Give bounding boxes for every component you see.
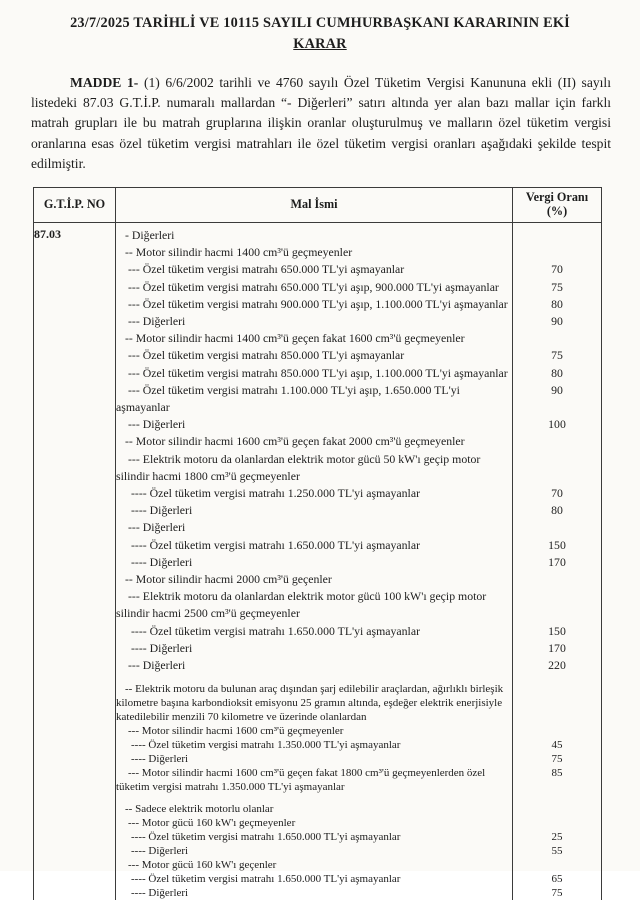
title-line-1: 23/7/2025 TARİHLİ VE 10115 SAYILI CUMHURBAŞKANI KARARININ EKİ (70, 15, 570, 31)
mal-ismi-cell: --- Elektrik motoru da olanlardan elektrik motor gücü 50 kW'ı geçip motor silindir hacmi 1800 cm³'ü geçmeyenler (116, 451, 513, 485)
table-body (34, 223, 602, 900)
table-row (34, 724, 602, 738)
table-row (34, 502, 602, 519)
gtip-cell (34, 279, 116, 296)
gtip-cell (34, 485, 116, 502)
vergi-orani-cell: 75 (513, 886, 602, 900)
table-row (34, 640, 602, 657)
mal-ismi-cell: -- Motor silindir hacmi 2000 cm³'ü geçenler (116, 571, 513, 588)
mal-ismi-cell: --- Özel tüketim vergisi matrahı 650.000 TL'yi aşıp, 900.000 TL'yi aşmayanlar (116, 279, 513, 296)
table-row (34, 485, 602, 502)
table-row (34, 223, 602, 245)
mal-ismi-cell: -- Elektrik motoru da bulunan araç dışından şarj edilebilir araçlardan, ağırlıklı birleşik kilometre başına karbondioksit emisyonu 25 gramın altında, eşdeğer elektrik enerjisiyle katedilebilir menzili 70 kilometre ve üzerinde olanlardan (116, 674, 513, 724)
vergi-orani-cell (513, 674, 602, 724)
vergi-orani-cell: 85 (513, 766, 602, 794)
table-row (34, 554, 602, 571)
mal-ismi-cell: --- Diğerleri (116, 657, 513, 674)
gtip-cell (34, 347, 116, 364)
table-row (34, 279, 602, 296)
vergi-orani-cell: 170 (513, 554, 602, 571)
gtip-cell (34, 640, 116, 657)
gtip-cell (34, 674, 116, 724)
mal-ismi-cell: ---- Özel tüketim vergisi matrahı 1.350.000 TL'yi aşmayanlar (116, 738, 513, 752)
table-row (34, 365, 602, 382)
header-mal-ismi: Mal İsmi (116, 188, 513, 223)
table-row (34, 752, 602, 766)
vergi-orani-cell: 75 (513, 279, 602, 296)
table-row (34, 794, 602, 816)
gtip-cell (34, 244, 116, 261)
table-row (34, 313, 602, 330)
mal-ismi-cell: ---- Diğerleri (116, 886, 513, 900)
table-row (34, 886, 602, 900)
table-row (34, 433, 602, 450)
mal-ismi-cell: --- Diğerleri (116, 313, 513, 330)
mal-ismi-cell: -- Sadece elektrik motorlu olanlar (116, 794, 513, 816)
table-row (34, 537, 602, 554)
gtip-cell (34, 794, 116, 816)
vergi-orani-cell: 150 (513, 537, 602, 554)
table-row (34, 261, 602, 278)
mal-ismi-cell: ---- Diğerleri (116, 640, 513, 657)
mal-ismi-cell: --- Motor gücü 160 kW'ı geçenler (116, 858, 513, 872)
vergi-orani-cell: 80 (513, 502, 602, 519)
gtip-cell (34, 296, 116, 313)
vergi-orani-cell: 55 (513, 844, 602, 858)
gtip-cell (34, 657, 116, 674)
mal-ismi-cell: --- Özel tüketim vergisi matrahı 1.100.000 TL'yi aşıp, 1.650.000 TL'yi aşmayanlar (116, 382, 513, 416)
vergi-orani-cell: 220 (513, 657, 602, 674)
table-row (34, 816, 602, 830)
gtip-cell (34, 738, 116, 752)
mal-ismi-cell: -- Motor silindir hacmi 1400 cm³'ü geçmeyenler (116, 244, 513, 261)
mal-ismi-cell: --- Elektrik motoru da olanlardan elektrik motor gücü 100 kW'ı geçip motor silindir hacmi 2500 cm³'ü geçmeyenler (116, 588, 513, 622)
mal-ismi-cell: -- Motor silindir hacmi 1400 cm³'ü geçen fakat 1600 cm³'ü geçmeyenler (116, 330, 513, 347)
gtip-cell (34, 502, 116, 519)
gtip-cell (34, 313, 116, 330)
table-row (34, 623, 602, 640)
gtip-cell (34, 382, 116, 416)
gtip-cell (34, 451, 116, 485)
table-row (34, 519, 602, 536)
mal-ismi-cell: ---- Diğerleri (116, 844, 513, 858)
gtip-cell (34, 623, 116, 640)
vergi-orani-cell: 80 (513, 296, 602, 313)
gtip-cell (34, 724, 116, 738)
mal-ismi-cell: -- Motor silindir hacmi 1600 cm³'ü geçen fakat 2000 cm³'ü geçmeyenler (116, 433, 513, 450)
gtip-cell: 87.03 (34, 223, 116, 245)
vergi-orani-cell (513, 433, 602, 450)
vergi-orani-cell: 80 (513, 365, 602, 382)
vergi-orani-cell: 150 (513, 623, 602, 640)
vergi-orani-cell (513, 794, 602, 816)
mal-ismi-cell: ---- Özel tüketim vergisi matrahı 1.650.000 TL'yi aşmayanlar (116, 537, 513, 554)
gtip-cell (34, 752, 116, 766)
gtip-cell (34, 416, 116, 433)
vergi-orani-cell: 75 (513, 752, 602, 766)
table-row (34, 330, 602, 347)
gtip-cell (34, 830, 116, 844)
table-row (34, 296, 602, 313)
gtip-cell (34, 330, 116, 347)
table-row (34, 674, 602, 724)
vergi-orani-cell (513, 223, 602, 245)
mal-ismi-cell: --- Motor silindir hacmi 1600 cm³'ü geçen fakat 1800 cm³'ü geçmeyenlerden özel tüketim vergisi matrahı 1.350.000 TL'yi aşmayanlar (116, 766, 513, 794)
gtip-cell (34, 571, 116, 588)
title-line-2: KARAR (293, 36, 347, 52)
mal-ismi-cell: ---- Diğerleri (116, 502, 513, 519)
vergi-orani-cell (513, 451, 602, 485)
table-row (34, 382, 602, 416)
table-row (34, 451, 602, 485)
vergi-orani-cell (513, 244, 602, 261)
vergi-orani-cell: 100 (513, 416, 602, 433)
table-row (34, 347, 602, 364)
header-gtip-no: G.T.İ.P. NO (34, 188, 116, 223)
gtip-cell (34, 261, 116, 278)
mal-ismi-cell: --- Diğerleri (116, 416, 513, 433)
vergi-orani-cell: 45 (513, 738, 602, 752)
table-row (34, 844, 602, 858)
article-paragraph (31, 73, 611, 174)
header-vergi-orani: Vergi Oranı (%) (513, 188, 602, 223)
gtip-cell (34, 886, 116, 900)
gtip-cell (34, 433, 116, 450)
vergi-orani-cell (513, 858, 602, 872)
mal-ismi-cell: --- Özel tüketim vergisi matrahı 850.000 TL'yi aşmayanlar (116, 347, 513, 364)
vergi-orani-cell: 25 (513, 830, 602, 844)
gtip-cell (34, 858, 116, 872)
vergi-orani-cell (513, 724, 602, 738)
table-row (34, 858, 602, 872)
vergi-orani-cell: 70 (513, 485, 602, 502)
vergi-orani-cell (513, 571, 602, 588)
gtip-cell (34, 588, 116, 622)
mal-ismi-cell: --- Motor silindir hacmi 1600 cm³'ü geçmeyenler (116, 724, 513, 738)
table-row (34, 416, 602, 433)
mal-ismi-cell: ---- Diğerleri (116, 554, 513, 571)
article-text: (1) 6/6/2002 tarihli ve 4760 sayılı Özel Tüketim Vergisi Kanununa ekli (II) sayılı listedeki 87.03 G.T.İ.P. numaralı mallardan “- Diğerleri” satırı altında yer alan bazı mallar için farklı matrah grupları ile bu matrah gruplarına ilişkin oranlar oluşturulmuş ve malların özel tüketim vergisi oranlarına esas özel tüketim vergisi matrahları ile özel tüketim vergisi oranları aşağıdaki şekilde tespit edilmiştir. (31, 75, 611, 171)
table-row (34, 738, 602, 752)
gtip-cell (34, 844, 116, 858)
vergi-orani-cell: 70 (513, 261, 602, 278)
table-row (34, 766, 602, 794)
vergi-orani-cell (513, 519, 602, 536)
table-row (34, 244, 602, 261)
vergi-orani-cell: 75 (513, 347, 602, 364)
vergi-orani-cell (513, 588, 602, 622)
gtip-cell (34, 816, 116, 830)
mal-ismi-cell: --- Diğerleri (116, 519, 513, 536)
vergi-orani-cell (513, 330, 602, 347)
mal-ismi-cell: ---- Diğerleri (116, 752, 513, 766)
gtip-cell (34, 766, 116, 794)
document-title (0, 0, 640, 55)
gtip-cell (34, 872, 116, 886)
mal-ismi-cell: ---- Özel tüketim vergisi matrahı 1.650.000 TL'yi aşmayanlar (116, 830, 513, 844)
vergi-orani-cell: 90 (513, 382, 602, 416)
mal-ismi-cell: --- Özel tüketim vergisi matrahı 650.000 TL'yi aşmayanlar (116, 261, 513, 278)
tax-rate-table (33, 187, 602, 900)
table-row (34, 872, 602, 886)
table-row (34, 830, 602, 844)
mal-ismi-cell: --- Özel tüketim vergisi matrahı 900.000 TL'yi aşıp, 1.100.000 TL'yi aşmayanlar (116, 296, 513, 313)
mal-ismi-cell: - Diğerleri (116, 223, 513, 245)
vergi-orani-cell: 170 (513, 640, 602, 657)
vergi-orani-cell: 65 (513, 872, 602, 886)
gtip-cell (34, 365, 116, 382)
table-row (34, 588, 602, 622)
gtip-cell (34, 554, 116, 571)
gtip-cell (34, 537, 116, 554)
vergi-orani-cell: 90 (513, 313, 602, 330)
mal-ismi-cell: ---- Özel tüketim vergisi matrahı 1.250.000 TL'yi aşmayanlar (116, 485, 513, 502)
gtip-cell (34, 519, 116, 536)
article-label: MADDE 1- (70, 75, 139, 90)
vergi-orani-cell (513, 816, 602, 830)
table-row (34, 657, 602, 674)
table-row (34, 571, 602, 588)
mal-ismi-cell: ---- Özel tüketim vergisi matrahı 1.650.000 TL'yi aşmayanlar (116, 623, 513, 640)
table-header (34, 188, 602, 223)
mal-ismi-cell: --- Özel tüketim vergisi matrahı 850.000 TL'yi aşıp, 1.100.000 TL'yi aşmayanlar (116, 365, 513, 382)
mal-ismi-cell: --- Motor gücü 160 kW'ı geçmeyenler (116, 816, 513, 830)
mal-ismi-cell: ---- Özel tüketim vergisi matrahı 1.650.000 TL'yi aşmayanlar (116, 872, 513, 886)
